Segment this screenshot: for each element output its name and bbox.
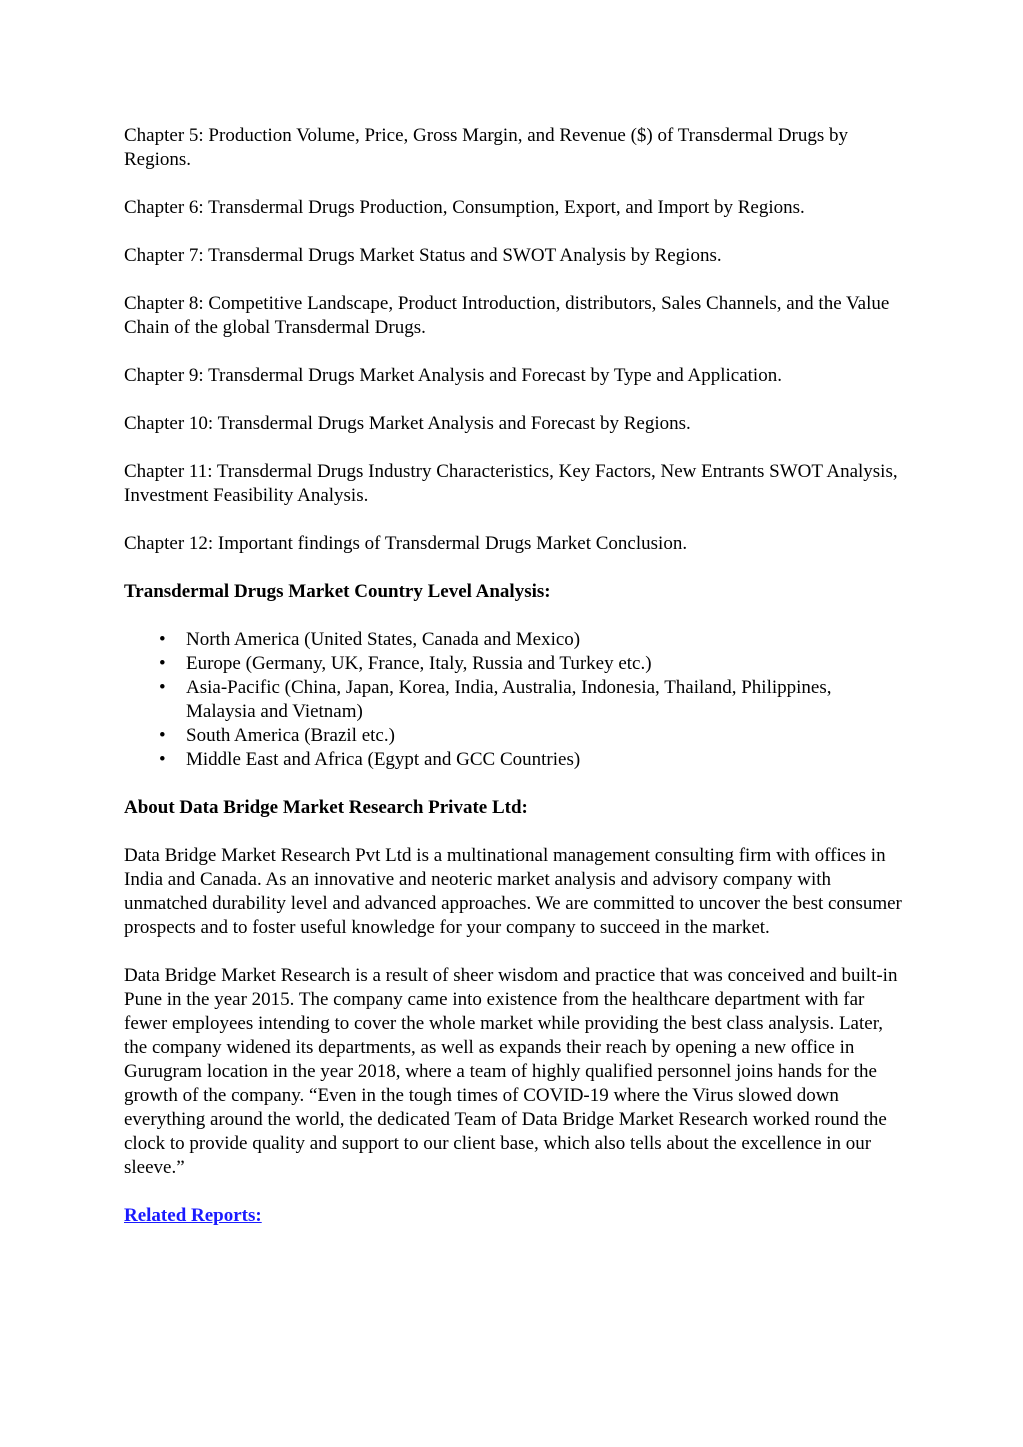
list-item-text: North America (United States, Canada and Mexico) — [186, 629, 581, 650]
chapter-10: Chapter 10: Transdermal Drugs Market Analysis and Forecast by Regions. — [124, 413, 691, 434]
list-item-text: Middle East and Africa (Egypt and GCC Countries) — [186, 749, 581, 770]
list-item-text: Europe (Germany, UK, France, Italy, Russia and Turkey etc.) — [186, 653, 652, 674]
bullet-icon: • — [159, 677, 166, 698]
about-paragraph-1: Data Bridge Market Research Pvt Ltd is a multinational management consulting firm with offices in India and Canada. As an innovative and neoteric market analysis and advisory company with unmatched durability level and advanced approaches. We are committed to uncover the best consumer prospects and to foster useful knowledge for your company to succeed in the market. — [124, 845, 902, 938]
about-heading: About Data Bridge Market Research Private Ltd: — [124, 797, 528, 818]
bullet-icon: • — [159, 653, 166, 674]
list-item — [159, 676, 904, 724]
country-analysis-heading: Transdermal Drugs Market Country Level Analysis: — [124, 581, 551, 602]
related-reports-link[interactable]: Related Reports: — [124, 1205, 262, 1226]
chapter-7: Chapter 7: Transdermal Drugs Market Status and SWOT Analysis by Regions. — [124, 245, 722, 266]
bullet-icon: • — [159, 629, 166, 650]
list-item — [159, 652, 904, 676]
list-item-text: Asia-Pacific (China, Japan, Korea, India, Australia, Indonesia, Thailand, Philippines, Malaysia and Vietnam) — [186, 677, 832, 722]
bullet-icon: • — [159, 725, 166, 746]
country-list — [124, 628, 904, 772]
chapter-8: Chapter 8: Competitive Landscape, Product Introduction, distributors, Sales Channels, and the Value Chain of the global Transdermal Drugs. — [124, 293, 890, 338]
about-paragraph-2: Data Bridge Market Research is a result of sheer wisdom and practice that was conceived and built-in Pune in the year 2015. The company came into existence from the healthcare department with far fewer employees intending to cover the whole market while providing the best class analysis. Later, the company widened its departments, as well as expands their reach by opening a new office in Gurugram location in the year 2018, where a team of highly qualified personnel joins hands for the growth of the company. “Even in the tough times of COVID-19 where the Virus slowed down everything around the world, the dedicated Team of Data Bridge Market Research worked round the clock to provide quality and support to our client base, which also tells about the excellence in our sleeve.” — [124, 965, 898, 1178]
chapter-11: Chapter 11: Transdermal Drugs Industry Characteristics, Key Factors, New Entrants SWOT Analysis, Investment Feasibility Analysis. — [124, 461, 898, 506]
chapter-5: Chapter 5: Production Volume, Price, Gross Margin, and Revenue ($) of Transdermal Drugs by Regions. — [124, 125, 849, 170]
related-reports-row — [124, 1204, 904, 1228]
chapter-9: Chapter 9: Transdermal Drugs Market Analysis and Forecast by Type and Application. — [124, 365, 782, 386]
document-page — [124, 124, 904, 1252]
list-item — [159, 628, 904, 652]
chapter-12: Chapter 12: Important findings of Transdermal Drugs Market Conclusion. — [124, 533, 688, 554]
bullet-icon: • — [159, 749, 166, 770]
list-item — [159, 724, 904, 748]
list-item — [159, 748, 904, 772]
list-item-text: South America (Brazil etc.) — [186, 725, 395, 746]
chapter-6: Chapter 6: Transdermal Drugs Production, Consumption, Export, and Import by Regions. — [124, 197, 805, 218]
